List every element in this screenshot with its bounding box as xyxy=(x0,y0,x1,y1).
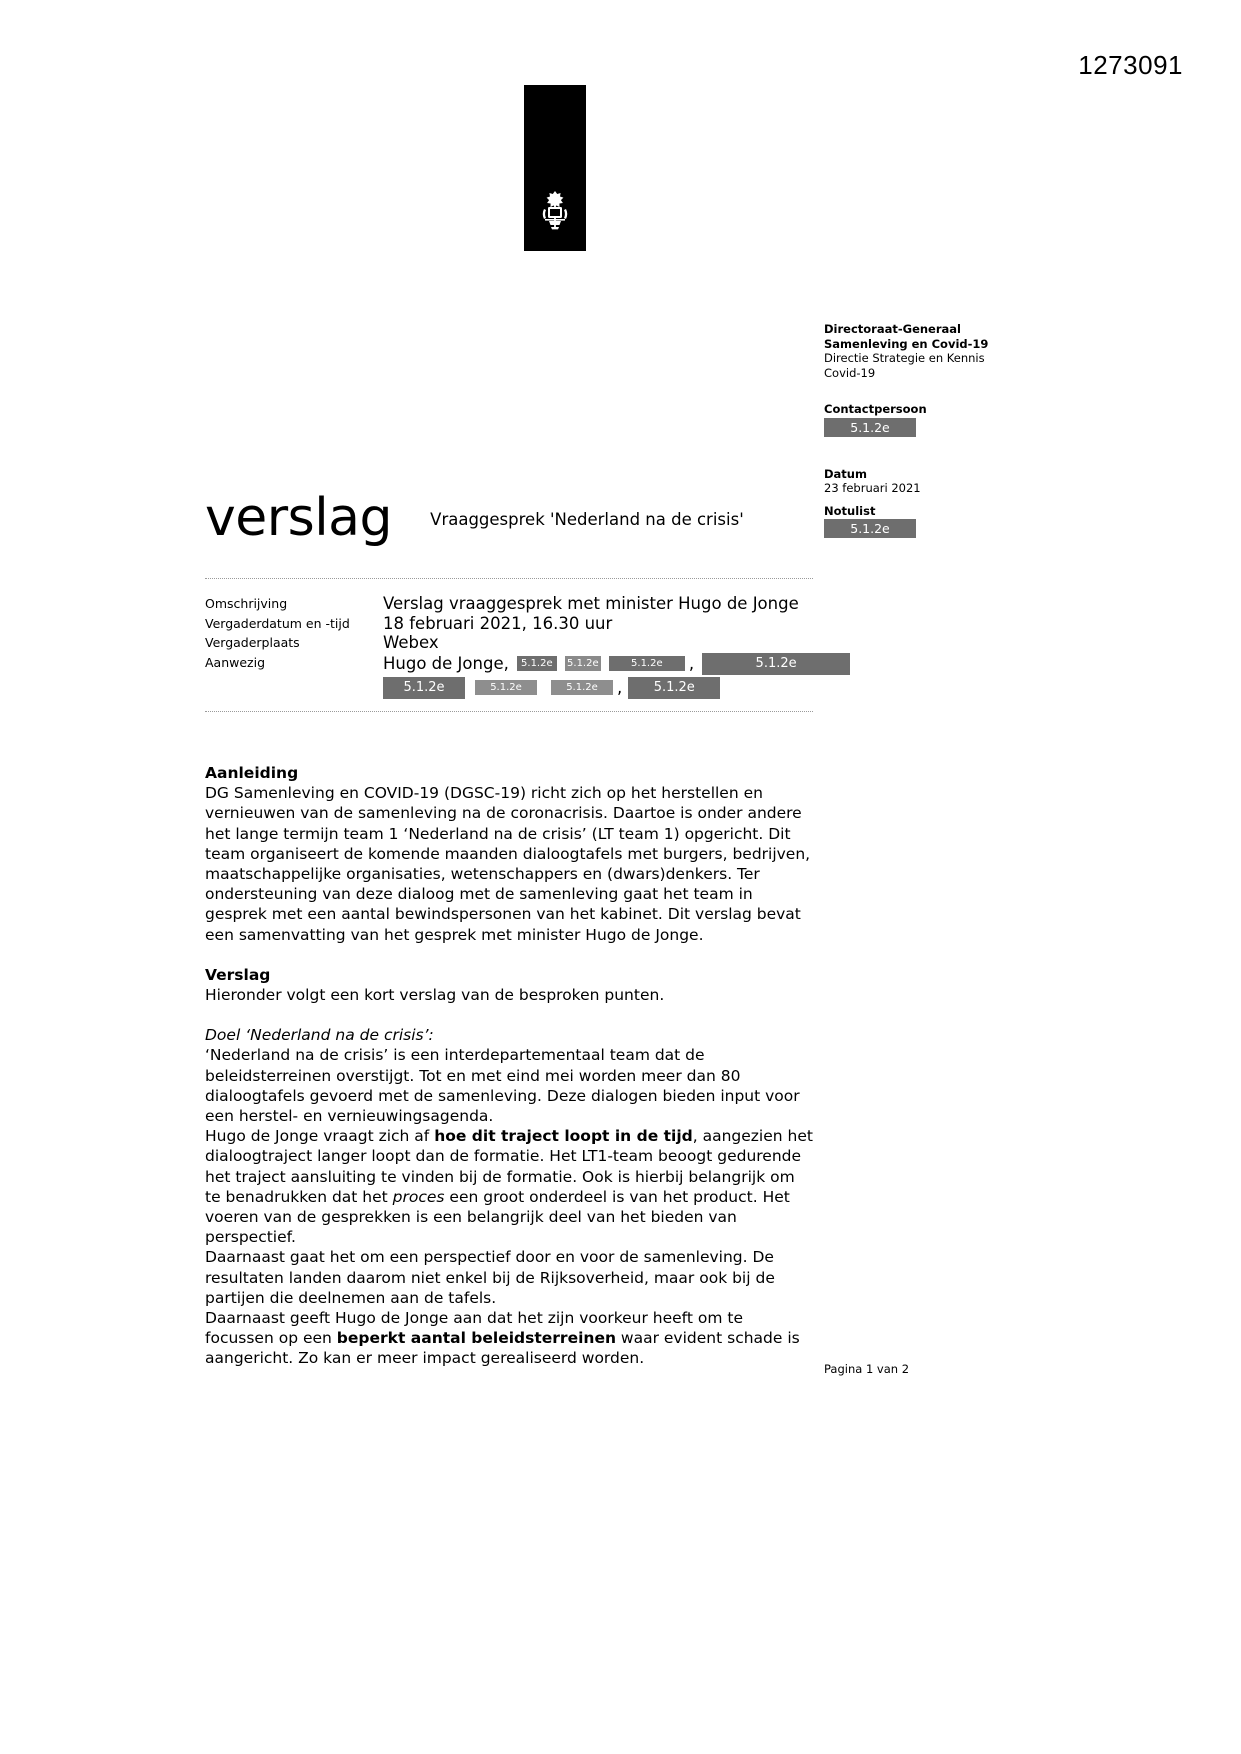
aanwezig-redaction-8: 5.1.2e xyxy=(628,677,720,699)
title-row xyxy=(205,488,845,548)
label-vergaderplaats: Vergaderplaats xyxy=(205,635,300,650)
organisation-block xyxy=(824,322,1124,380)
page-footer: Pagina 1 van 2 xyxy=(824,1362,910,1376)
label-aanwezig: Aanwezig xyxy=(205,654,266,670)
doel-2-text-b: , aangezien het dialoogtraject langer loopt dan de formatie. Het LT1-team beoogt gedurende het traject aansluiting te vinden bij de formatie. Ook is hierbij belangrijk om te benadrukken dat het xyxy=(205,1127,813,1206)
aanwezig-redaction-6: 5.1.2e xyxy=(475,680,537,695)
notulist-block xyxy=(824,504,1124,539)
doel-2-text-c: een groot onderdeel is van het product. Het voeren van de gesprekken is een belangrijk deel van het bieden van perspectief. xyxy=(205,1187,790,1247)
aanwezig-redaction-5: 5.1.2e xyxy=(383,677,465,699)
heading-doel: Doel ‘Nederland na de crisis’: xyxy=(205,1026,434,1045)
doel-2-text-a: Hugo de Jonge vraagt zich af xyxy=(205,1127,435,1146)
aanwezig-redaction-2: 5.1.2e xyxy=(565,656,601,671)
doel-4-text-a: Daarnaast geeft Hugo de Jonge aan dat het zijn voorkeur heeft om te focussen op een xyxy=(205,1309,743,1348)
date-value: 23 februari 2021 xyxy=(824,481,921,495)
label-omschrijving: Omschrijving xyxy=(205,596,288,611)
aanwezig-redaction-3: 5.1.2e xyxy=(609,656,685,671)
org-line-1: Directoraat-Generaal xyxy=(824,322,961,336)
paragraph-aanleiding: DG Samenleving en COVID-19 (DGSC-19) richt zich op het herstellen en vernieuwen van de samenleving na de coronacrisis. Daartoe is onder andere het lange termijn team 1 ‘Nederland na de crisis’ (LT team 1) opgericht. Dit team organiseert de komende maanden dialoogtafels met burgers, bedrijven, maatschappelijke organisaties, wetenschappers en (dwars)denkers. Ter ondersteuning van deze dialoog met de samenleving gaat het team in gesprek met een aantal bewindspersonen van het kabinet. Dit verslag bevat een samenvatting van het gesprek met minister Hugo de Jonge. xyxy=(205,784,811,944)
page-subtitle: Vraaggesprek 'Nederland na de crisis' xyxy=(430,510,744,529)
document-meta-column xyxy=(824,322,1124,538)
doel-4-bold: beperkt aantal beleidsterreinen xyxy=(336,1329,616,1348)
info-row-vergaderdatum xyxy=(205,614,845,634)
date-block xyxy=(824,467,1124,496)
notulist-redaction-bar: 5.1.2e xyxy=(824,519,916,538)
meeting-info-table xyxy=(205,594,845,699)
value-vergaderplaats: Webex xyxy=(383,633,439,652)
contact-label: Contactpersoon xyxy=(824,402,927,416)
aanwezig-name: Hugo de Jonge, xyxy=(383,653,509,673)
aanwezig-redaction-4: 5.1.2e xyxy=(702,653,850,675)
info-row-omschrijving xyxy=(205,594,845,614)
aanwezig-comma-2: , xyxy=(617,677,623,697)
date-label: Datum xyxy=(824,466,867,481)
aanwezig-comma-1: , xyxy=(688,653,695,673)
aanwezig-redaction-7: 5.1.2e xyxy=(551,680,613,695)
value-omschrijving: Verslag vraaggesprek met minister Hugo de Jonge xyxy=(383,594,799,613)
document-body xyxy=(205,763,815,1369)
doel-2-bold: hoe dit traject loopt in de tijd xyxy=(434,1127,693,1146)
doel-2-italic: proces xyxy=(392,1187,445,1206)
notulist-label: Notulist xyxy=(824,503,876,518)
info-divider-bottom xyxy=(205,711,813,712)
document-id-number: 1273091 xyxy=(1078,50,1183,80)
aanwezig-values xyxy=(383,653,850,699)
paragraph-doel-2 xyxy=(205,1126,815,1247)
heading-aanleiding: Aanleiding xyxy=(205,764,299,782)
value-vergaderdatum: 18 februari 2021, 16.30 uur xyxy=(383,613,613,633)
info-row-vergaderplaats xyxy=(205,633,845,653)
rijksoverheid-crest-icon xyxy=(535,189,575,231)
org-line-4: Covid-19 xyxy=(824,365,876,380)
aanwezig-redaction-1: 5.1.2e xyxy=(517,656,557,671)
paragraph-doel-3: Daarnaast gaat het om een perspectief door en voor de samenleving. De resultaten landen daarom niet enkel bij de Rijksoverheid, maar ook bij de partijen die deelnemen aan de tafels. xyxy=(205,1248,775,1307)
doel-4-text-b: waar evident schade is aangericht. Zo kan er meer impact gerealiseerd worden. xyxy=(205,1329,800,1368)
aanwezig-line-1 xyxy=(383,653,850,675)
heading-verslag: Verslag xyxy=(205,965,271,984)
page-title: verslag xyxy=(205,488,393,548)
paragraph-doel-1: ‘Nederland na de crisis’ is een interdepartementaal team dat de beleidsterreinen overstijgt. Tot en met eind mei worden meer dan 80 dialoogtafels gevoerd met de samenleving. Deze dialogen bieden input voor een herstel- en vernieuwingsagenda. xyxy=(205,1046,800,1126)
org-line-3: Directie Strategie en Kennis xyxy=(824,351,985,365)
label-vergaderdatum: Vergaderdatum en -tijd xyxy=(205,615,350,631)
org-line-2: Samenleving en Covid-19 xyxy=(824,336,989,351)
info-row-aanwezig xyxy=(205,653,845,699)
aanwezig-line-2 xyxy=(383,677,850,699)
paragraph-doel-4 xyxy=(205,1308,815,1369)
info-divider-top xyxy=(205,578,813,579)
contact-redaction-bar: 5.1.2e xyxy=(824,418,916,437)
rijksoverheid-logo xyxy=(524,85,586,251)
paragraph-verslag: Hieronder volgt een kort verslag van de besproken punten. xyxy=(205,986,665,1005)
contact-block xyxy=(824,402,1124,437)
